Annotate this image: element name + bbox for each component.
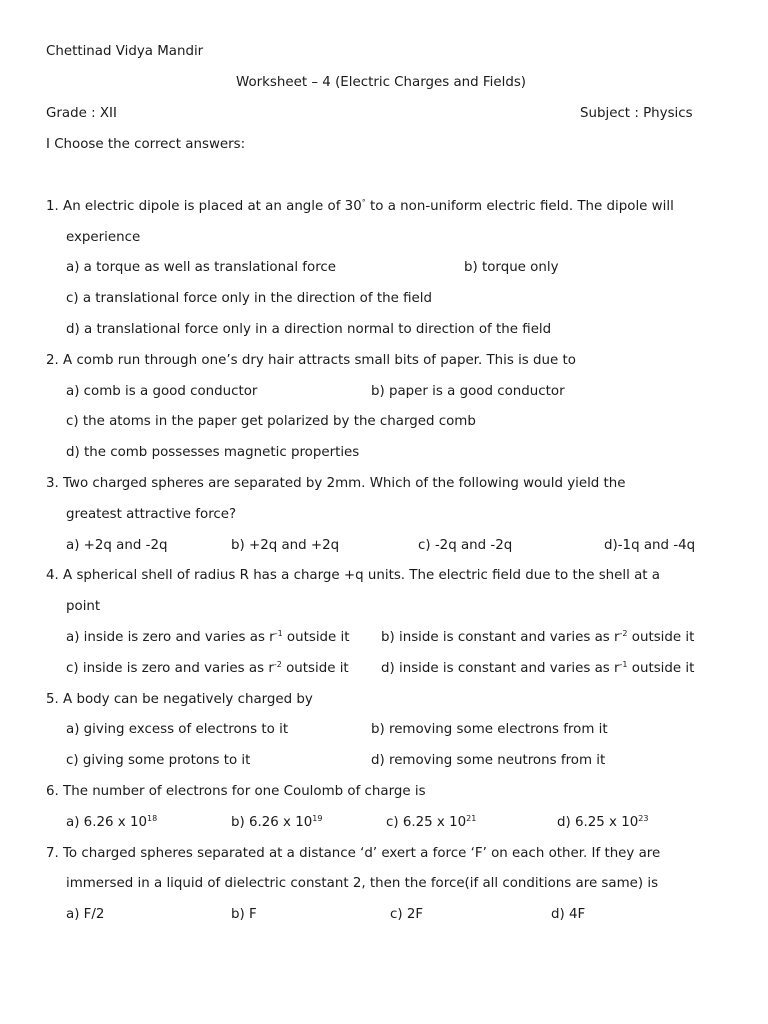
question-1: 1. An electric dipole is placed at an angle of 30° to a non-uniform electric field. The dipole will xyxy=(46,198,674,214)
question-3: 3. Two charged spheres are separated by 2mm. Which of the following would yield the xyxy=(46,476,626,491)
q5-option-d: d) removing some neutrons from it xyxy=(371,753,606,768)
q4-option-d: d) inside is constant and varies as $r^{-1}$ outside it xyxy=(381,660,695,676)
q6-option-d: d) 6.25 x $10^{23}$ xyxy=(557,814,649,830)
grade-label: Grade : XII xyxy=(46,106,117,121)
question-7-continuation: immersed in a liquid of dielectric constant 2, then the force(if all conditions are same) is xyxy=(66,876,659,891)
q6-option-a: a) 6.26 x $10^{18}$ xyxy=(66,814,158,830)
q3-option-b: b) +2q and +2q xyxy=(231,538,340,553)
q7-option-d: d) 4F xyxy=(551,907,586,922)
q3-option-c: c) -2q and -2q xyxy=(418,538,513,553)
q4-option-a: a) inside is zero and varies as $r^{-1}$ outside it xyxy=(66,629,350,645)
question-4: 4. A spherical shell of radius R has a charge +q units. The electric field due to the shell at a xyxy=(46,568,661,583)
q5-option-a: a) giving excess of electrons to it xyxy=(66,722,289,737)
q2-option-b: b) paper is a good conductor xyxy=(371,384,565,399)
school-name: Chettinad Vidya Mandir xyxy=(46,44,204,59)
q6-option-b: b) 6.26 x $10^{19}$ xyxy=(231,814,323,830)
q3-option-d: d)-1q and -4q xyxy=(604,538,696,553)
q3-option-a: a) +2q and -2q xyxy=(66,538,168,553)
q2-option-a: a) comb is a good conductor xyxy=(66,384,258,399)
q7-option-c: c) 2F xyxy=(390,907,424,922)
question-6: 6. The number of electrons for one Coulomb of charge is xyxy=(46,784,426,799)
q4-option-c: c) inside is zero and varies as $r^{-2}$ outside it xyxy=(66,660,349,676)
q7-option-b: b) F xyxy=(231,907,257,922)
question-7: 7. To charged spheres separated at a distance ‘d’ exert a force ‘F’ on each other. If they are xyxy=(46,846,661,861)
question-2: 2. A comb run through one’s dry hair attracts small bits of paper. This is due to xyxy=(46,353,576,368)
q1-option-c: c) a translational force only in the direction of the field xyxy=(66,291,432,306)
section-heading: I Choose the correct answers: xyxy=(46,137,246,152)
q1-option-a: a) a torque as well as translational force xyxy=(66,260,337,275)
question-4-continuation: point xyxy=(66,599,101,614)
q5-option-c: c) giving some protons to it xyxy=(66,753,251,768)
worksheet-title: Worksheet – 4 (Electric Charges and Fields) xyxy=(236,75,527,90)
q6-option-c: c) 6.25 x $10^{21}$ xyxy=(386,814,477,830)
q2-option-d: d) the comb possesses magnetic properties xyxy=(66,445,360,460)
question-3-continuation: greatest attractive force? xyxy=(66,507,237,522)
question-1-continuation: experience xyxy=(66,230,141,245)
question-5: 5. A body can be negatively charged by xyxy=(46,692,313,707)
q5-option-b: b) removing some electrons from it xyxy=(371,722,608,737)
q4-option-b: b) inside is constant and varies as $r^{-2}$ outside it xyxy=(381,629,695,645)
q1-option-d: d) a translational force only in a direction normal to direction of the field xyxy=(66,322,552,337)
q1-option-b: b) torque only xyxy=(464,260,559,275)
q7-option-a: a) F/2 xyxy=(66,907,105,922)
degree-symbol: ° xyxy=(361,198,366,207)
q2-option-c: c) the atoms in the paper get polarized by the charged comb xyxy=(66,414,476,429)
subject-label: Subject : Physics xyxy=(580,106,693,121)
